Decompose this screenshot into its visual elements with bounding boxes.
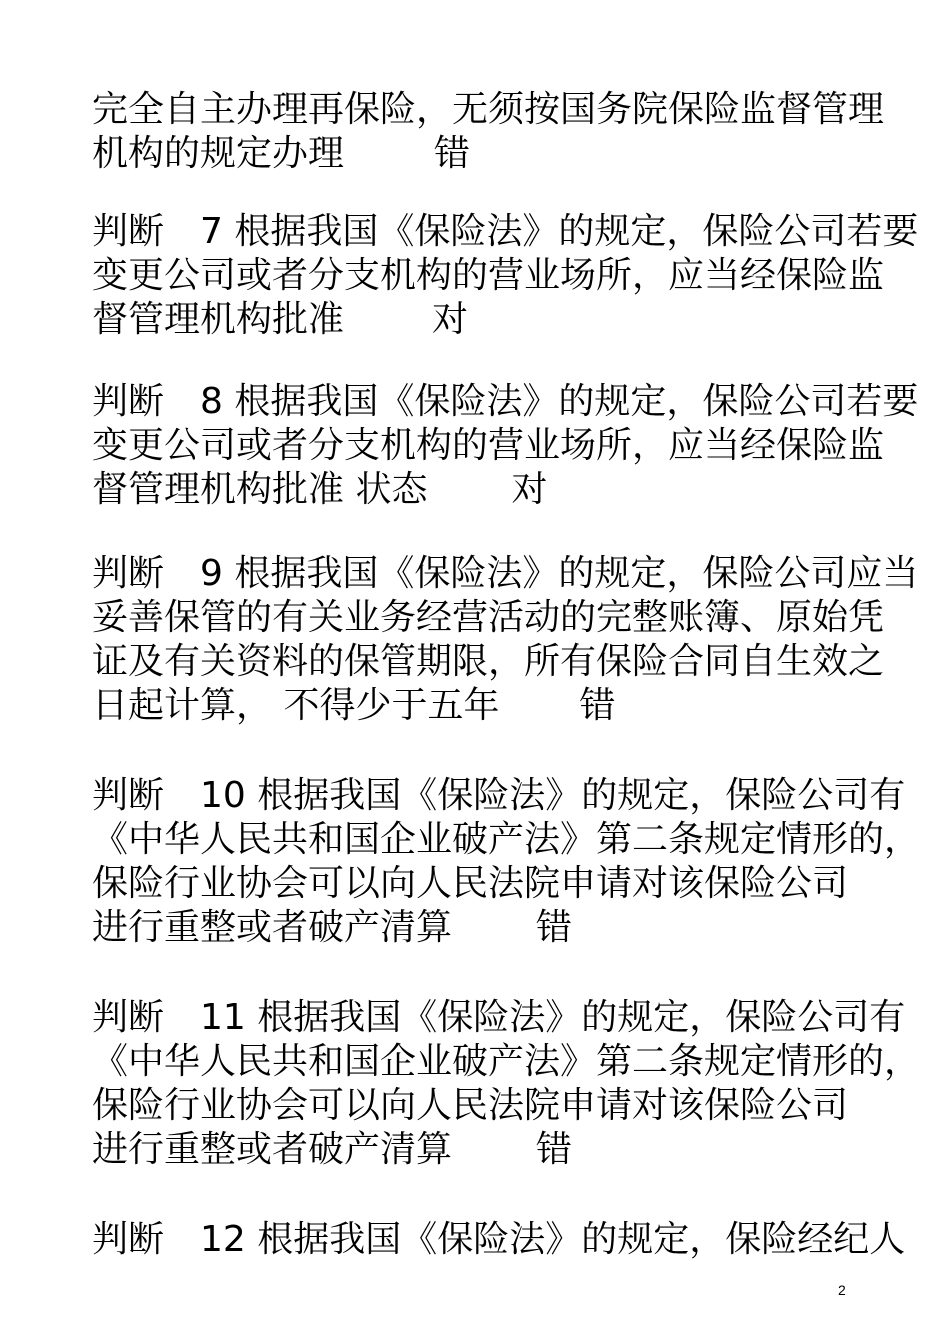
question-text: 督管理机构批准 bbox=[92, 299, 345, 340]
answer-mark: 对 bbox=[511, 469, 548, 510]
question-line: 判断 11 根据我国《保险法》的规定，保险公司有 bbox=[92, 997, 906, 1038]
question-line: 保险行业协会可以向人民法院申请对该保险公司 bbox=[92, 1085, 849, 1126]
answer-mark: 错 bbox=[434, 133, 471, 174]
answer-mark: 错 bbox=[536, 907, 573, 948]
question-line bbox=[92, 132, 862, 176]
question-line: 判断 10 根据我国《保险法》的规定，保险公司有 bbox=[92, 775, 906, 816]
question-item bbox=[92, 1218, 906, 1262]
answer-mark: 错 bbox=[536, 1129, 573, 1170]
page-number: 2 bbox=[838, 1282, 846, 1298]
question-line: 判断 9 根据我国《保险法》的规定，保险公司应当 bbox=[92, 553, 919, 594]
question-item bbox=[92, 210, 919, 342]
question-line: 《中华人民共和国企业破产法》第二条规定情形的， bbox=[92, 819, 921, 860]
question-line: 《中华人民共和国企业破产法》第二条规定情形的， bbox=[92, 1041, 921, 1082]
question-line: 保险行业协会可以向人民法院申请对该保险公司 bbox=[92, 863, 849, 904]
question-item bbox=[92, 552, 919, 728]
question-line: 判断 7 根据我国《保险法》的规定，保险公司若要 bbox=[92, 211, 919, 252]
question-text: 督管理机构批准 状态 bbox=[92, 469, 428, 510]
question-line bbox=[92, 1128, 862, 1172]
question-text: 进行重整或者破产清算 bbox=[92, 1129, 453, 1170]
question-line: 判断 8 根据我国《保险法》的规定，保险公司若要 bbox=[92, 381, 919, 422]
question-line: 变更公司或者分支机构的营业场所，应当经保险监 bbox=[92, 255, 885, 296]
question-item bbox=[92, 88, 885, 176]
answer-mark: 错 bbox=[579, 685, 616, 726]
question-item bbox=[92, 996, 921, 1172]
question-line: 完全自主办理再保险，无须按国务院保险监督管理 bbox=[92, 89, 885, 130]
question-line bbox=[92, 906, 862, 950]
question-text: 进行重整或者破产清算 bbox=[92, 907, 453, 948]
question-text: 日起计算， 不得少于五年 bbox=[92, 685, 500, 726]
question-text: 机构的规定办理 bbox=[92, 133, 345, 174]
question-line bbox=[92, 298, 862, 342]
question-line: 妥善保管的有关业务经营活动的完整账簿、原始凭 bbox=[92, 597, 885, 638]
answer-mark: 对 bbox=[432, 299, 469, 340]
question-line bbox=[92, 468, 862, 512]
question-line bbox=[92, 684, 862, 728]
question-item bbox=[92, 774, 921, 950]
question-line: 证及有关资料的保管期限，所有保险合同自生效之 bbox=[92, 641, 885, 682]
question-line: 判断 12 根据我国《保险法》的规定，保险经纪人 bbox=[92, 1219, 906, 1260]
question-item bbox=[92, 380, 919, 512]
question-line: 变更公司或者分支机构的营业场所，应当经保险监 bbox=[92, 425, 885, 466]
